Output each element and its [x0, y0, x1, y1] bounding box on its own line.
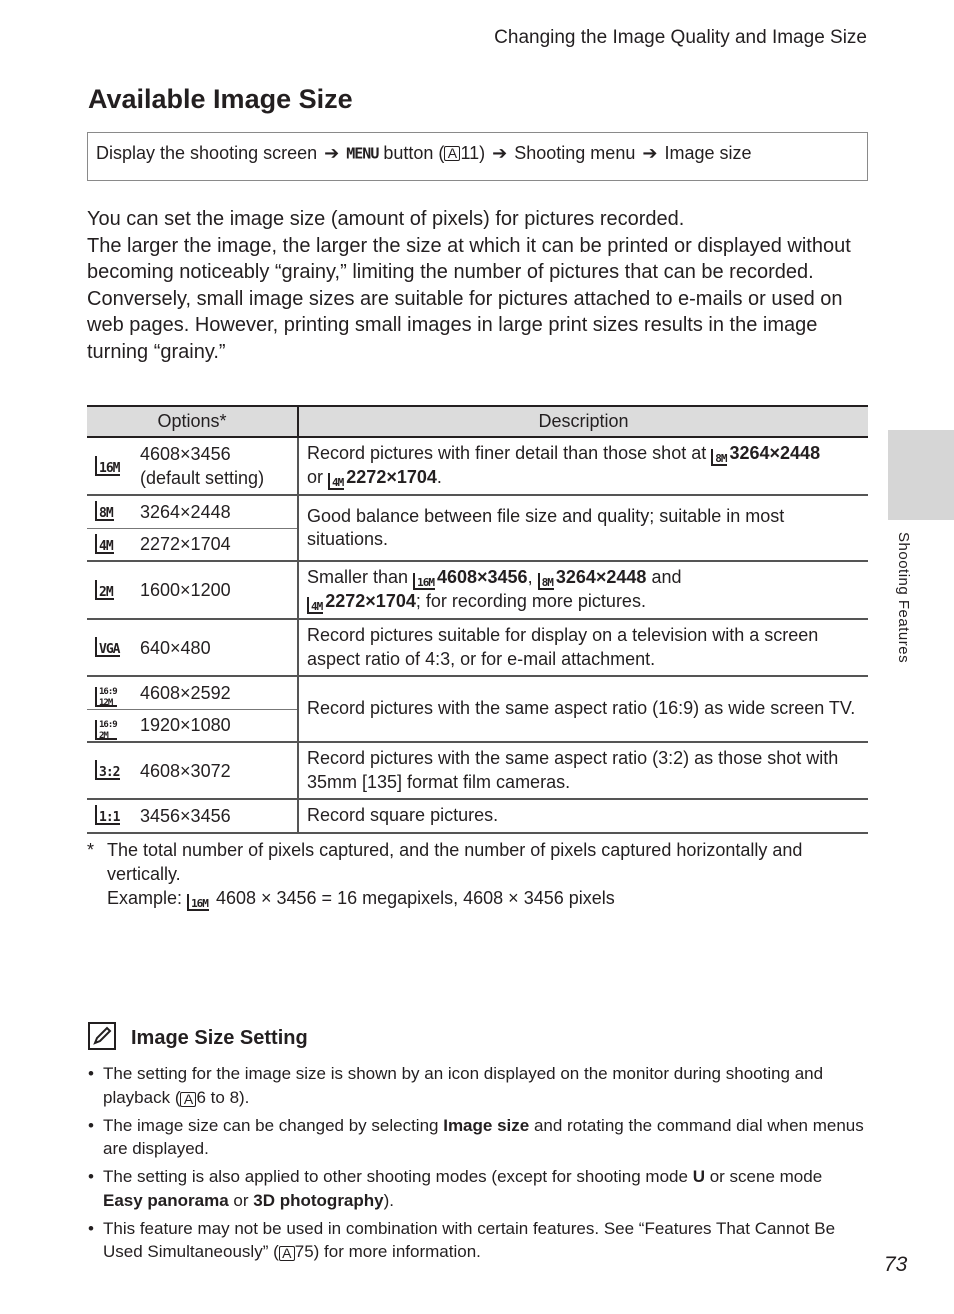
desc-text: or: [307, 467, 324, 487]
image-size-options-table: [87, 405, 868, 834]
table-header-row: [87, 406, 868, 437]
description-cell: Record square pictures.: [298, 799, 868, 833]
size-value: 4608×2592: [132, 676, 298, 709]
menu-path-shooting-menu: Shooting menu: [514, 142, 636, 163]
image-size-2m-icon: 2M: [95, 580, 114, 600]
note-bullet-list: [88, 1062, 868, 1268]
footnote-text: The total number of pixels captured, and the number of pixels captured horizontally and vertically.: [107, 840, 803, 884]
arrow-right-icon: ➔: [324, 142, 340, 163]
description-cell: Record pictures with the same aspect ratio (3:2) as those shot with 35mm [135] format film cameras.: [298, 742, 868, 799]
desc-bold-size: 2272×1704: [346, 467, 437, 487]
table-row: [87, 799, 868, 833]
desc-text: .: [436, 467, 442, 487]
list-item: [88, 1217, 868, 1264]
page-reference-icon: A: [279, 1246, 295, 1261]
intro-paragraph: You can set the image size (amount of pixels) for pictures recorded.: [87, 208, 685, 230]
size-value: 2272×1704: [132, 528, 298, 561]
page-reference-icon: A: [444, 146, 460, 161]
page-title: Available Image Size: [88, 84, 353, 114]
arrow-right-icon: ➔: [642, 142, 658, 163]
image-size-vga-icon: VGA: [95, 637, 120, 657]
description-cell: Record pictures suitable for display on a television with a screen aspect ratio of 4:3, or for e-mail attachment.: [298, 619, 868, 676]
menu-path-image-size: Image size: [664, 142, 752, 163]
table-footnote: [87, 838, 867, 911]
size-value: 3456×3456: [132, 799, 298, 833]
image-size-8m-icon: 8M: [538, 573, 554, 590]
desc-text: ; for recording more pictures.: [415, 591, 646, 611]
size-value: 1920×1080: [132, 709, 298, 742]
description-cell: Record pictures with the same aspect ratio (16:9) as wide screen TV.: [298, 676, 868, 742]
menu-path-page-ref: 11): [460, 142, 486, 163]
size-value: 4608×3072: [132, 742, 298, 799]
intro-text: [87, 206, 877, 366]
page-reference-icon: A: [180, 1092, 196, 1107]
desc-text: Record pictures with finer detail than those shot at: [307, 443, 707, 463]
size-value: 4608×3456: [140, 444, 231, 464]
bullet-bold-text: 3D photography: [253, 1190, 384, 1210]
image-size-1-1-icon: 1:1: [95, 805, 120, 825]
description-cell: [298, 561, 868, 619]
desc-text: and: [651, 567, 682, 587]
menu-path-box: [87, 132, 868, 181]
menu-path-button-text: button (: [383, 142, 445, 163]
bullet-text: This feature may not be used in combination with certain features. See “Features That Cannot Be Used Simultaneously” (: [103, 1218, 836, 1261]
list-item: [88, 1062, 868, 1109]
desc-bold-size: 3264×2448: [555, 567, 647, 587]
desc-text: ,: [527, 567, 533, 587]
image-size-8m-icon: 8M: [95, 501, 114, 521]
bullet-text: The setting for the image size is shown by an icon displayed on the monitor during shooting and playback (: [103, 1064, 824, 1107]
footnote-marker: *: [87, 840, 95, 860]
table-row: [87, 495, 868, 528]
footnote-example: [107, 886, 867, 911]
arrow-right-icon: ➔: [492, 142, 508, 163]
bullet-text: The image size can be changed by selecting: [103, 1115, 439, 1135]
list-item: [88, 1114, 868, 1161]
page-number: 73: [884, 1253, 908, 1276]
default-setting-note: (default setting): [140, 468, 265, 488]
bullet-text: 75) for more information.: [294, 1242, 481, 1261]
image-size-3-2-icon: 3:2: [95, 760, 120, 780]
chapter-side-tab: [888, 430, 954, 520]
table-row: [87, 561, 868, 619]
desc-bold-size: 3264×2448: [729, 443, 821, 463]
desc-bold-size: 4608×3456: [436, 567, 528, 587]
section-header-title: Changing the Image Quality and Image Size: [494, 27, 867, 48]
image-size-16-9-12m-icon: 16:9 12M: [95, 687, 117, 707]
desc-text: Smaller than: [307, 567, 409, 587]
bullet-bold-text: Image size: [443, 1115, 530, 1135]
desc-bold-size: 2272×1704: [325, 591, 416, 611]
image-size-16m-icon: 16M: [413, 573, 435, 590]
size-value: 1600×1200: [132, 561, 298, 619]
description-cell: Good balance between file size and quality; suitable in most situations.: [298, 495, 868, 561]
image-size-16m-icon: 16M: [95, 456, 120, 476]
table-row: [87, 676, 868, 709]
pencil-icon: [88, 1022, 116, 1050]
table-row: [87, 437, 868, 495]
size-value: 640×480: [132, 619, 298, 676]
bullet-text: and rotating the command dial when menus are displayed.: [103, 1115, 864, 1158]
intro-paragraph: Conversely, small image sizes are suitable for pictures attached to e-mails or used on web pages. However, printing small images in large print sizes results in the image turning “grainy.”: [87, 287, 843, 363]
description-cell: [298, 437, 868, 495]
bullet-bold-text: Easy panorama: [103, 1190, 229, 1210]
image-size-4m-icon: 4M: [95, 534, 114, 554]
bullet-text: or: [233, 1190, 249, 1210]
column-header-options: Options*: [87, 406, 298, 437]
intro-paragraph: The larger the image, the larger the size at which it can be printed or displayed without becoming noticeably “grainy,” limiting the number of pictures that can be recorded.: [87, 234, 851, 284]
bullet-text: The setting is also applied to other shooting modes (except for shooting mode: [103, 1167, 688, 1186]
menu-button-icon: MENU: [346, 144, 379, 163]
list-item: [88, 1165, 868, 1212]
menu-path-step-display: Display the shooting screen: [96, 142, 318, 163]
bullet-text: or scene mode: [709, 1167, 823, 1186]
image-size-4m-icon: 4M: [328, 473, 344, 490]
note-header: [88, 1022, 308, 1050]
chapter-side-label: Shooting Features: [895, 532, 912, 664]
note-title: Image Size Setting: [131, 1027, 308, 1049]
column-header-description: Description: [298, 406, 868, 437]
example-text: 4608 × 3456 = 16 megapixels, 4608 × 3456 pixels: [215, 888, 615, 908]
image-size-4m-icon: 4M: [307, 597, 323, 614]
size-value: 3264×2448: [132, 495, 298, 528]
table-row: [87, 619, 868, 676]
table-row: [87, 742, 868, 799]
example-label: Example:: [107, 888, 183, 908]
image-size-16-9-2m-icon: 16:9 2M: [95, 720, 117, 740]
auto-mode-icon: U: [692, 1167, 705, 1186]
bullet-text: ).: [383, 1190, 395, 1210]
image-size-8m-icon: 8M: [711, 449, 727, 466]
image-size-16m-icon: 16M: [187, 894, 209, 911]
bullet-text: 6 to 8).: [196, 1087, 250, 1107]
